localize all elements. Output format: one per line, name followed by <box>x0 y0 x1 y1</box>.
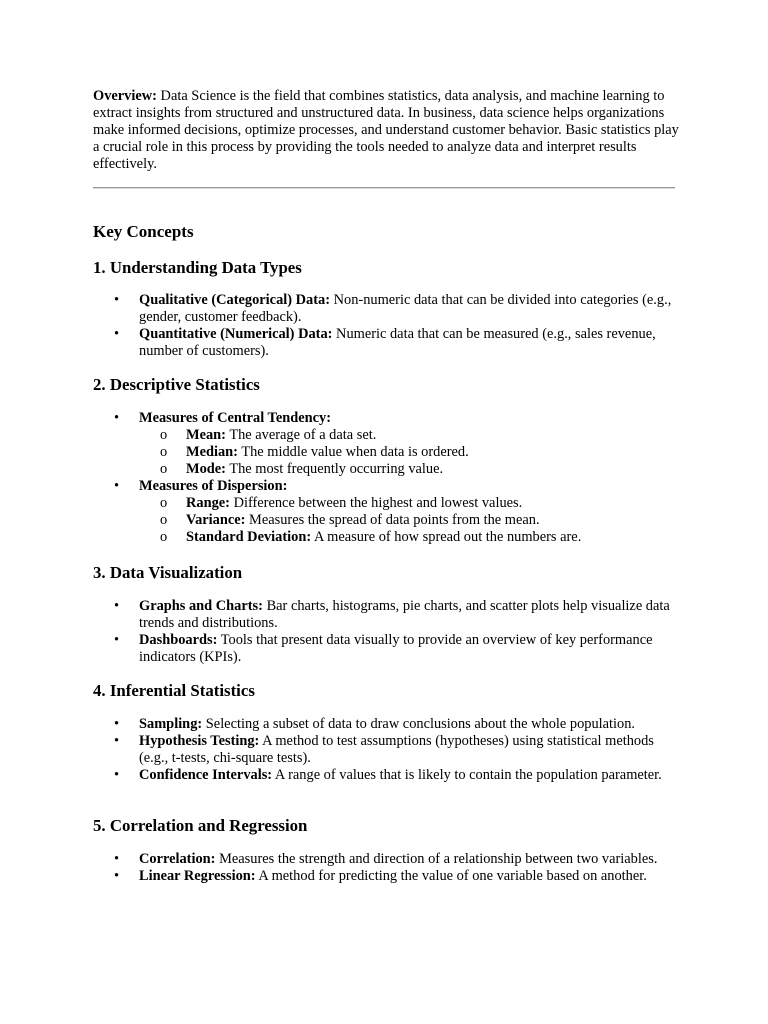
list-item <box>93 733 683 767</box>
item-term: Qualitative (Categorical) Data: <box>139 292 331 308</box>
key-concepts-heading: Key Concepts <box>93 222 194 241</box>
item-term: Measures of Dispersion: <box>139 478 288 494</box>
list-item <box>93 716 683 733</box>
sub-list-item <box>139 444 683 461</box>
sub-item-desc: A measure of how spread out the numbers are. <box>313 529 582 545</box>
sub-item-desc: Difference between the highest and lowest values. <box>233 495 523 511</box>
sub-list-item <box>139 495 683 512</box>
item-desc: A range of values that is likely to contain the population parameter. <box>274 767 662 783</box>
bullet-list <box>93 716 683 784</box>
item-term: Measures of Central Tendency: <box>139 410 331 426</box>
sub-list <box>139 495 683 546</box>
bullet-list <box>93 292 683 360</box>
section-heading: 1. Understanding Data Types <box>93 258 302 277</box>
item-term: Confidence Intervals: <box>139 767 273 783</box>
bullet-list <box>93 410 683 546</box>
sub-item-desc: The middle value when data is ordered. <box>241 444 469 460</box>
section-heading: 2. Descriptive Statistics <box>93 375 260 394</box>
item-desc: Non-numeric data that can be divided into categories (e.g., gender, customer feedback). <box>139 292 672 325</box>
sub-item-term: Mode: <box>186 461 226 477</box>
sub-list-item <box>139 461 683 478</box>
item-desc: Tools that present data visually to provide an overview of key performance indicators (KPIs). <box>139 632 653 665</box>
section-heading: 3. Data Visualization <box>93 563 243 582</box>
overview-label: Overview: <box>93 88 157 104</box>
list-item <box>93 632 683 666</box>
sub-list <box>139 427 683 478</box>
list-item <box>93 478 683 546</box>
sub-item-desc: Measures the spread of data points from the mean. <box>249 512 540 528</box>
sub-item-term: Standard Deviation: <box>186 529 312 545</box>
list-item <box>93 851 683 868</box>
bullet-list <box>93 851 683 885</box>
list-item <box>93 292 683 326</box>
item-term: Quantitative (Numerical) Data: <box>139 326 333 342</box>
item-desc: A method to test assumptions (hypotheses) using statistical methods (e.g., t-tests, chi-square tests). <box>139 733 654 766</box>
item-term: Hypothesis Testing: <box>139 733 260 749</box>
bullet-list <box>93 598 683 666</box>
section-heading: 5. Correlation and Regression <box>93 816 308 835</box>
item-term: Sampling: <box>139 716 203 732</box>
sub-item-term: Range: <box>186 495 230 511</box>
horizontal-rule <box>93 187 675 189</box>
sub-list-item <box>139 427 683 444</box>
item-desc: Numeric data that can be measured (e.g., sales revenue, number of customers). <box>139 326 656 359</box>
list-item <box>93 868 683 885</box>
sub-item-term: Variance: <box>186 512 246 528</box>
list-item <box>93 410 683 478</box>
item-desc: A method for predicting the value of one variable based on another. <box>258 868 647 884</box>
section-heading: 4. Inferential Statistics <box>93 681 255 700</box>
list-item <box>93 326 683 360</box>
sub-item-desc: The average of a data set. <box>229 427 377 443</box>
item-term: Linear Regression: <box>139 868 256 884</box>
list-item <box>93 598 683 632</box>
item-term: Dashboards: <box>139 632 218 648</box>
sub-list-item <box>139 512 683 529</box>
sub-item-desc: The most frequently occurring value. <box>229 461 444 477</box>
sub-item-term: Mean: <box>186 427 226 443</box>
sub-list-item <box>139 529 683 546</box>
item-desc: Bar charts, histograms, pie charts, and scatter plots help visualize data trends and distributions. <box>139 598 670 631</box>
item-desc: Selecting a subset of data to draw conclusions about the whole population. <box>205 716 636 732</box>
overview-text: Data Science is the field that combines statistics, data analysis, and machine learning to extract insights from structured and unstructured data. In business, data science helps organizations make informed decisions, optimize processes, and understand customer behavior. Basic statistics play a crucial role in this process by providing the tools needed to analyze data and interpret results effectively. <box>93 88 679 172</box>
overview-paragraph <box>93 88 683 173</box>
item-desc: Measures the strength and direction of a relationship between two variables. <box>219 851 658 867</box>
item-term: Correlation: <box>139 851 216 867</box>
list-item <box>93 767 683 784</box>
item-term: Graphs and Charts: <box>139 598 263 614</box>
sub-item-term: Median: <box>186 444 238 460</box>
